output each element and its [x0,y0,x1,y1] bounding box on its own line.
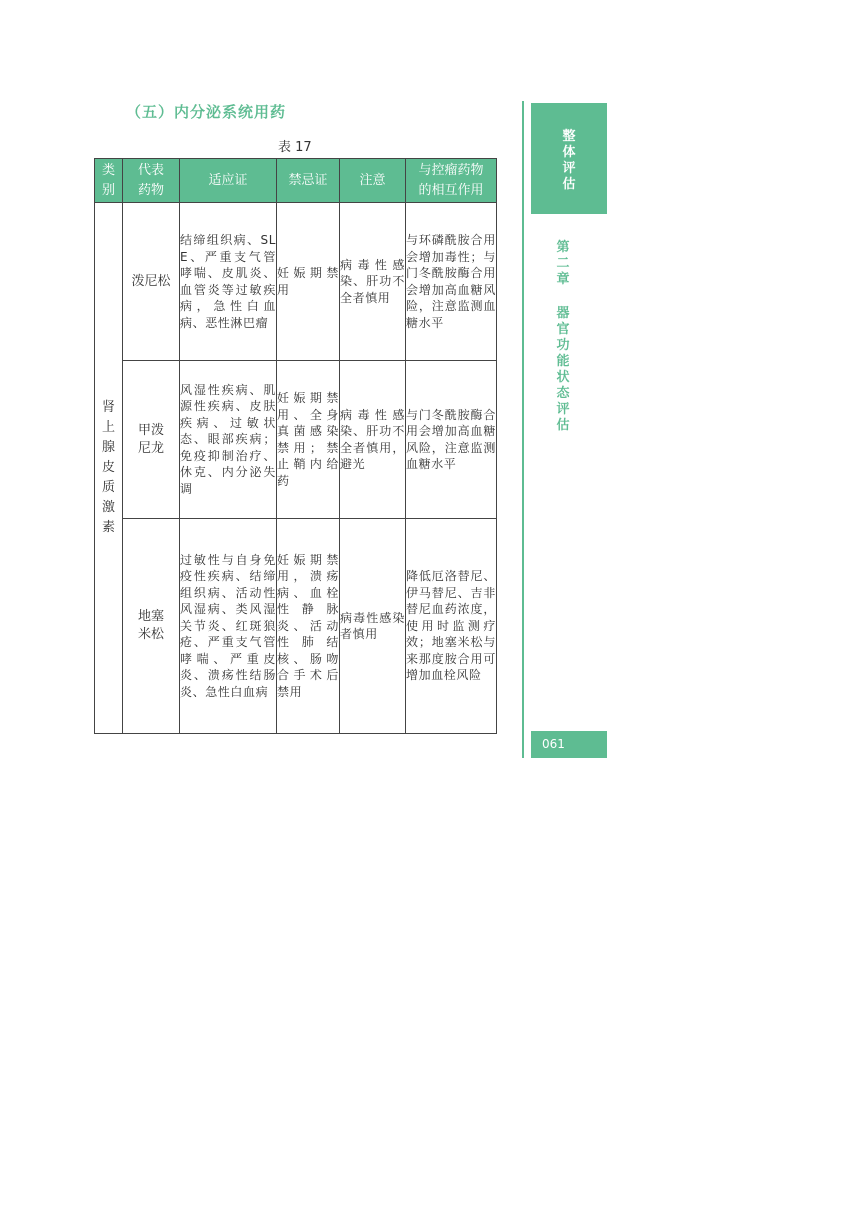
caution-cell: 病毒性感染、肝功不全者慎用 [340,203,406,361]
page-number: 061 [531,731,607,758]
indication-cell: 结缔组织病、SLE、严重支气管哮喘、皮肌炎、血管炎等过敏疾病，急性白血病、恶性淋巴瘤 [180,203,277,361]
header-drug: 代表 药物 [123,159,180,203]
table-row [95,361,497,519]
drug-name [123,519,180,734]
category-label: 肾上腺皮质激素 [102,400,116,535]
sidebar-divider [522,101,524,758]
header-category: 类 别 [95,159,123,203]
section-title: （五）内分泌系统用药 [126,103,287,121]
interaction-cell: 降低厄洛替尼、伊马替尼、吉非替尼血药浓度，使用时监测疗效；地塞米松与来那度胺合用可增加血栓风险 [406,519,497,734]
header-indication: 适应证 [180,159,277,203]
contraindication-cell: 妊娠期禁用 [277,203,340,361]
table-row [95,519,497,734]
indication-cell: 风湿性疾病、肌源性疾病、皮肤疾病、过敏状态、眼部疾病；免疫抑制治疗、休克、内分泌失调 [180,361,277,519]
category-cell [95,203,123,734]
chapter-title [556,240,570,434]
table-caption: 表 17 [278,140,312,155]
drug-name: 泼尼松 [123,203,180,361]
contraindication-cell: 妊娠期禁用、全身真菌感染禁用；禁止鞘内给药 [277,361,340,519]
contraindication-cell: 妊娠期禁用，溃疡病、血栓性静脉炎、活动性肺结核、肠吻合手术后禁用 [277,519,340,734]
caution-cell: 病毒性感染、肝功不全者慎用，避光 [340,361,406,519]
table-row [95,203,497,361]
header-caution: 注意 [340,159,406,203]
header-contraindication: 禁忌证 [277,159,340,203]
section-tab-label: 整体评估 [562,129,576,192]
section-tab [531,103,607,214]
drug-name [123,361,180,519]
caution-cell: 病毒性感染者慎用 [340,519,406,734]
interaction-cell: 与环磷酰胺合用会增加毒性；与门冬酰胺酶合用会增加高血糖风险，注意监测血糖水平 [406,203,497,361]
interaction-cell: 与门冬酰胺酶合用会增加高血糖风险，注意监测血糖水平 [406,361,497,519]
drug-name-text: 地塞米松 [137,609,164,642]
drug-name-text: 甲泼尼龙 [137,422,164,456]
chapter-name: 器官功能状态评估 [556,306,570,433]
chapter-number: 第二章 [556,240,570,287]
table-header-row [95,159,497,203]
drug-table [94,158,497,734]
header-interaction: 与控瘤药物 的相互作用 [406,159,497,203]
indication-cell: 过敏性与自身免疫性疾病、结缔组织病、活动性风湿病、类风湿关节炎、红斑狼疮、严重支气管哮喘、严重皮炎、溃疡性结肠炎、急性白血病 [180,519,277,734]
